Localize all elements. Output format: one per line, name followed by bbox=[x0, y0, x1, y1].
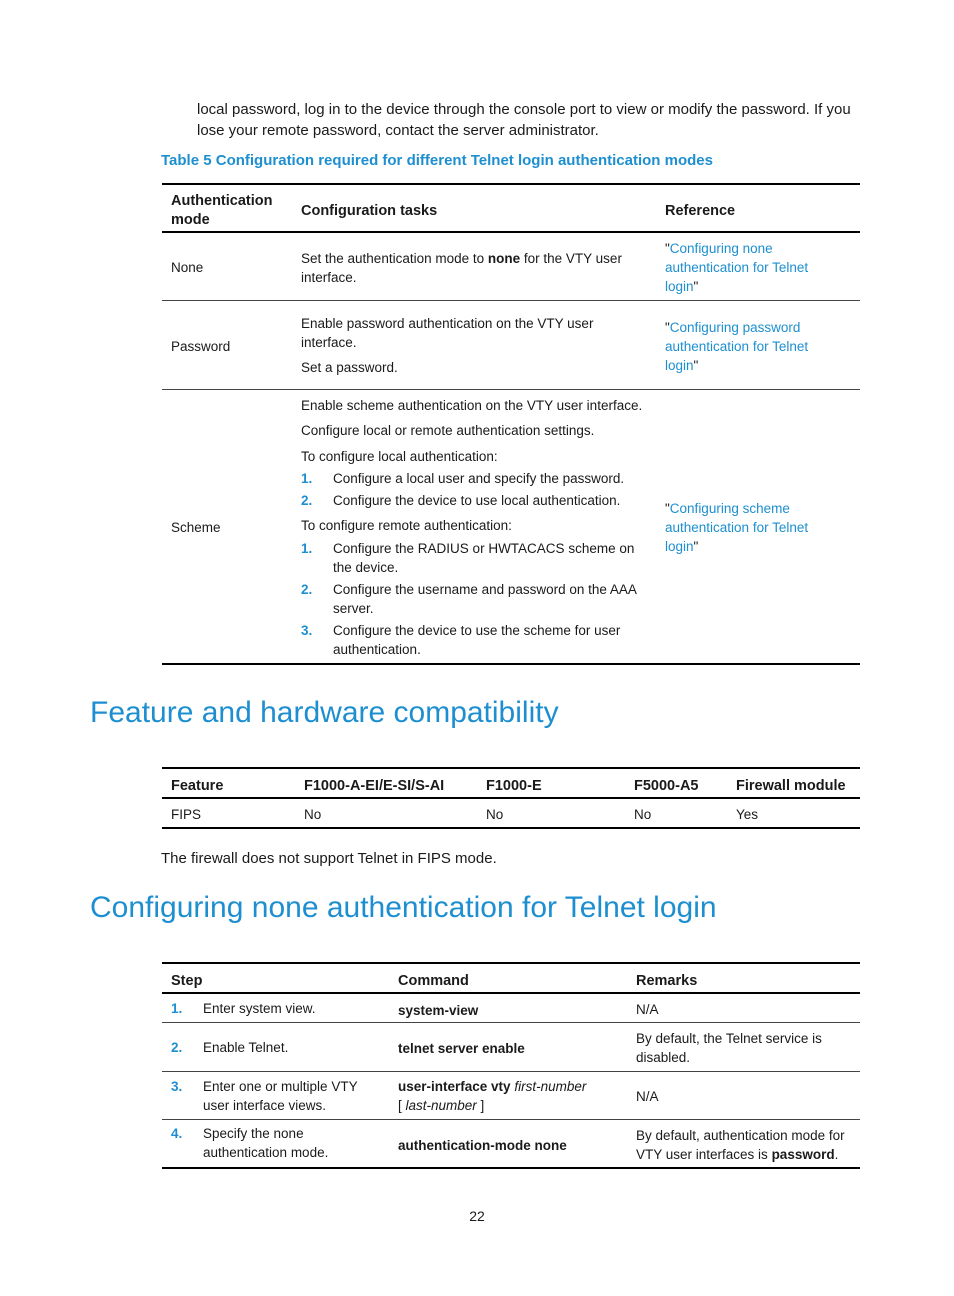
command-authentication-mode-none: authentication-mode none bbox=[398, 1138, 567, 1153]
compat-cell: FIPS bbox=[171, 807, 202, 822]
compat-header-f1000a: F1000-A-EI/E-SI/S-AI bbox=[304, 778, 445, 794]
section-title-compatibility: Feature and hardware compatibility bbox=[90, 696, 559, 729]
remarks-cell: N/A bbox=[636, 1089, 659, 1104]
compat-cell: No bbox=[634, 807, 652, 822]
reference-scheme: "Configuring scheme authentication for Telnet login" bbox=[665, 501, 809, 554]
table-row: 4. Specify the none authentication mode. bbox=[171, 1126, 329, 1160]
link-configuring-scheme[interactable]: Configuring scheme authentication for Telnet login bbox=[665, 501, 809, 554]
compat-header-rule bbox=[162, 797, 860, 799]
steps-header-rule bbox=[162, 992, 860, 994]
page-number: 22 bbox=[469, 1208, 485, 1224]
compat-cell: No bbox=[304, 807, 322, 822]
steps-header-command: Command bbox=[398, 973, 469, 989]
link-configuring-password[interactable]: Configuring password authentication for Telnet login bbox=[665, 320, 809, 373]
table-top-rule bbox=[162, 183, 860, 185]
list-item: 1. Configure the RADIUS or HWTACACS scheme on the device. bbox=[301, 541, 635, 575]
compat-header-f5000: F5000-A5 bbox=[634, 778, 699, 794]
compat-cell: No bbox=[486, 807, 504, 822]
table-bottom-rule bbox=[162, 663, 860, 665]
reference-none: "Configuring none authentication for Telnet login" bbox=[665, 241, 809, 294]
header-reference: Reference bbox=[665, 203, 736, 219]
list-item: 2. Configure the username and password on the AAA server. bbox=[301, 582, 637, 616]
header-auth-mode: Authentication mode bbox=[171, 193, 273, 228]
section-title-none-auth: Configuring none authentication for Telnet login bbox=[90, 891, 717, 924]
compat-table-bottom-rule bbox=[162, 827, 860, 829]
remarks-cell: By default, authentication mode for VTY user interfaces is password. bbox=[636, 1128, 845, 1162]
remarks-cell: N/A bbox=[636, 1002, 659, 1017]
fips-note: The firewall does not support Telnet in FIPS mode. bbox=[161, 850, 497, 867]
mode-password: Password bbox=[171, 339, 231, 354]
mode-none: None bbox=[171, 260, 204, 275]
tasks-scheme: Enable scheme authentication on the VTY user interface. Configure local or remote authentication settings. To configure local authentication: 1. Configure a local user and specify the password. 2. Configure the device to use local authentication. To configure remote authentication: 1. Configure the RADIUS or HWTACACS scheme on the device. 2. Configure the username and password on the AAA server. 3. Configure the device to use the scheme for user authentication. bbox=[301, 396, 653, 659]
compat-cell: Yes bbox=[736, 807, 759, 822]
list-item: 3. Configure the device to use the scheme for user authentication. bbox=[301, 623, 621, 657]
steps-header-remarks: Remarks bbox=[636, 973, 698, 989]
table-row: 3. Enter one or multiple VTY user interface views. bbox=[171, 1079, 358, 1113]
table-row: 2. Enable Telnet. bbox=[171, 1040, 289, 1055]
compat-header-feature: Feature bbox=[171, 778, 224, 794]
command-user-interface-vty: user-interface vty first-number [ last-number ] bbox=[398, 1079, 587, 1113]
tasks-none: Set the authentication mode to none for the VTY user interface. bbox=[301, 251, 622, 285]
list-item: 2. Configure the device to use local authentication. bbox=[301, 493, 621, 508]
compat-table-top-rule bbox=[162, 767, 860, 769]
command-system-view: system-view bbox=[398, 1003, 479, 1018]
table-caption: Table 5 Configuration required for different Telnet login authentication modes bbox=[161, 152, 713, 169]
row-divider bbox=[162, 389, 860, 390]
header-config-tasks: Configuration tasks bbox=[301, 203, 438, 219]
compat-header-f1000e: F1000-E bbox=[486, 778, 542, 794]
list-item: 1. Configure a local user and specify the password. bbox=[301, 471, 625, 486]
tasks-password: Enable password authentication on the VTY user interface. Set a password. bbox=[301, 316, 594, 375]
row-divider bbox=[162, 1071, 860, 1072]
mode-scheme: Scheme bbox=[171, 520, 221, 535]
steps-header-step: Step bbox=[171, 973, 203, 989]
compat-header-firewall: Firewall module bbox=[736, 778, 846, 794]
command-telnet-server-enable: telnet server enable bbox=[398, 1041, 525, 1056]
reference-password: "Configuring password authentication for Telnet login" bbox=[665, 320, 809, 373]
table-header-rule bbox=[162, 231, 860, 233]
row-divider bbox=[162, 1022, 860, 1023]
link-configuring-none[interactable]: Configuring none authentication for Telnet login bbox=[665, 241, 809, 294]
row-divider bbox=[162, 300, 860, 301]
steps-table-bottom-rule bbox=[162, 1167, 860, 1169]
table-row: 1. Enter system view. bbox=[171, 1001, 316, 1016]
steps-table-top-rule bbox=[162, 962, 860, 964]
remarks-cell: By default, the Telnet service is disabled. bbox=[636, 1031, 822, 1065]
intro-paragraph: local password, log in to the device through the console port to view or modify the password. If you lose your remote password, contact the server administrator. bbox=[197, 101, 851, 139]
row-divider bbox=[162, 1119, 860, 1120]
